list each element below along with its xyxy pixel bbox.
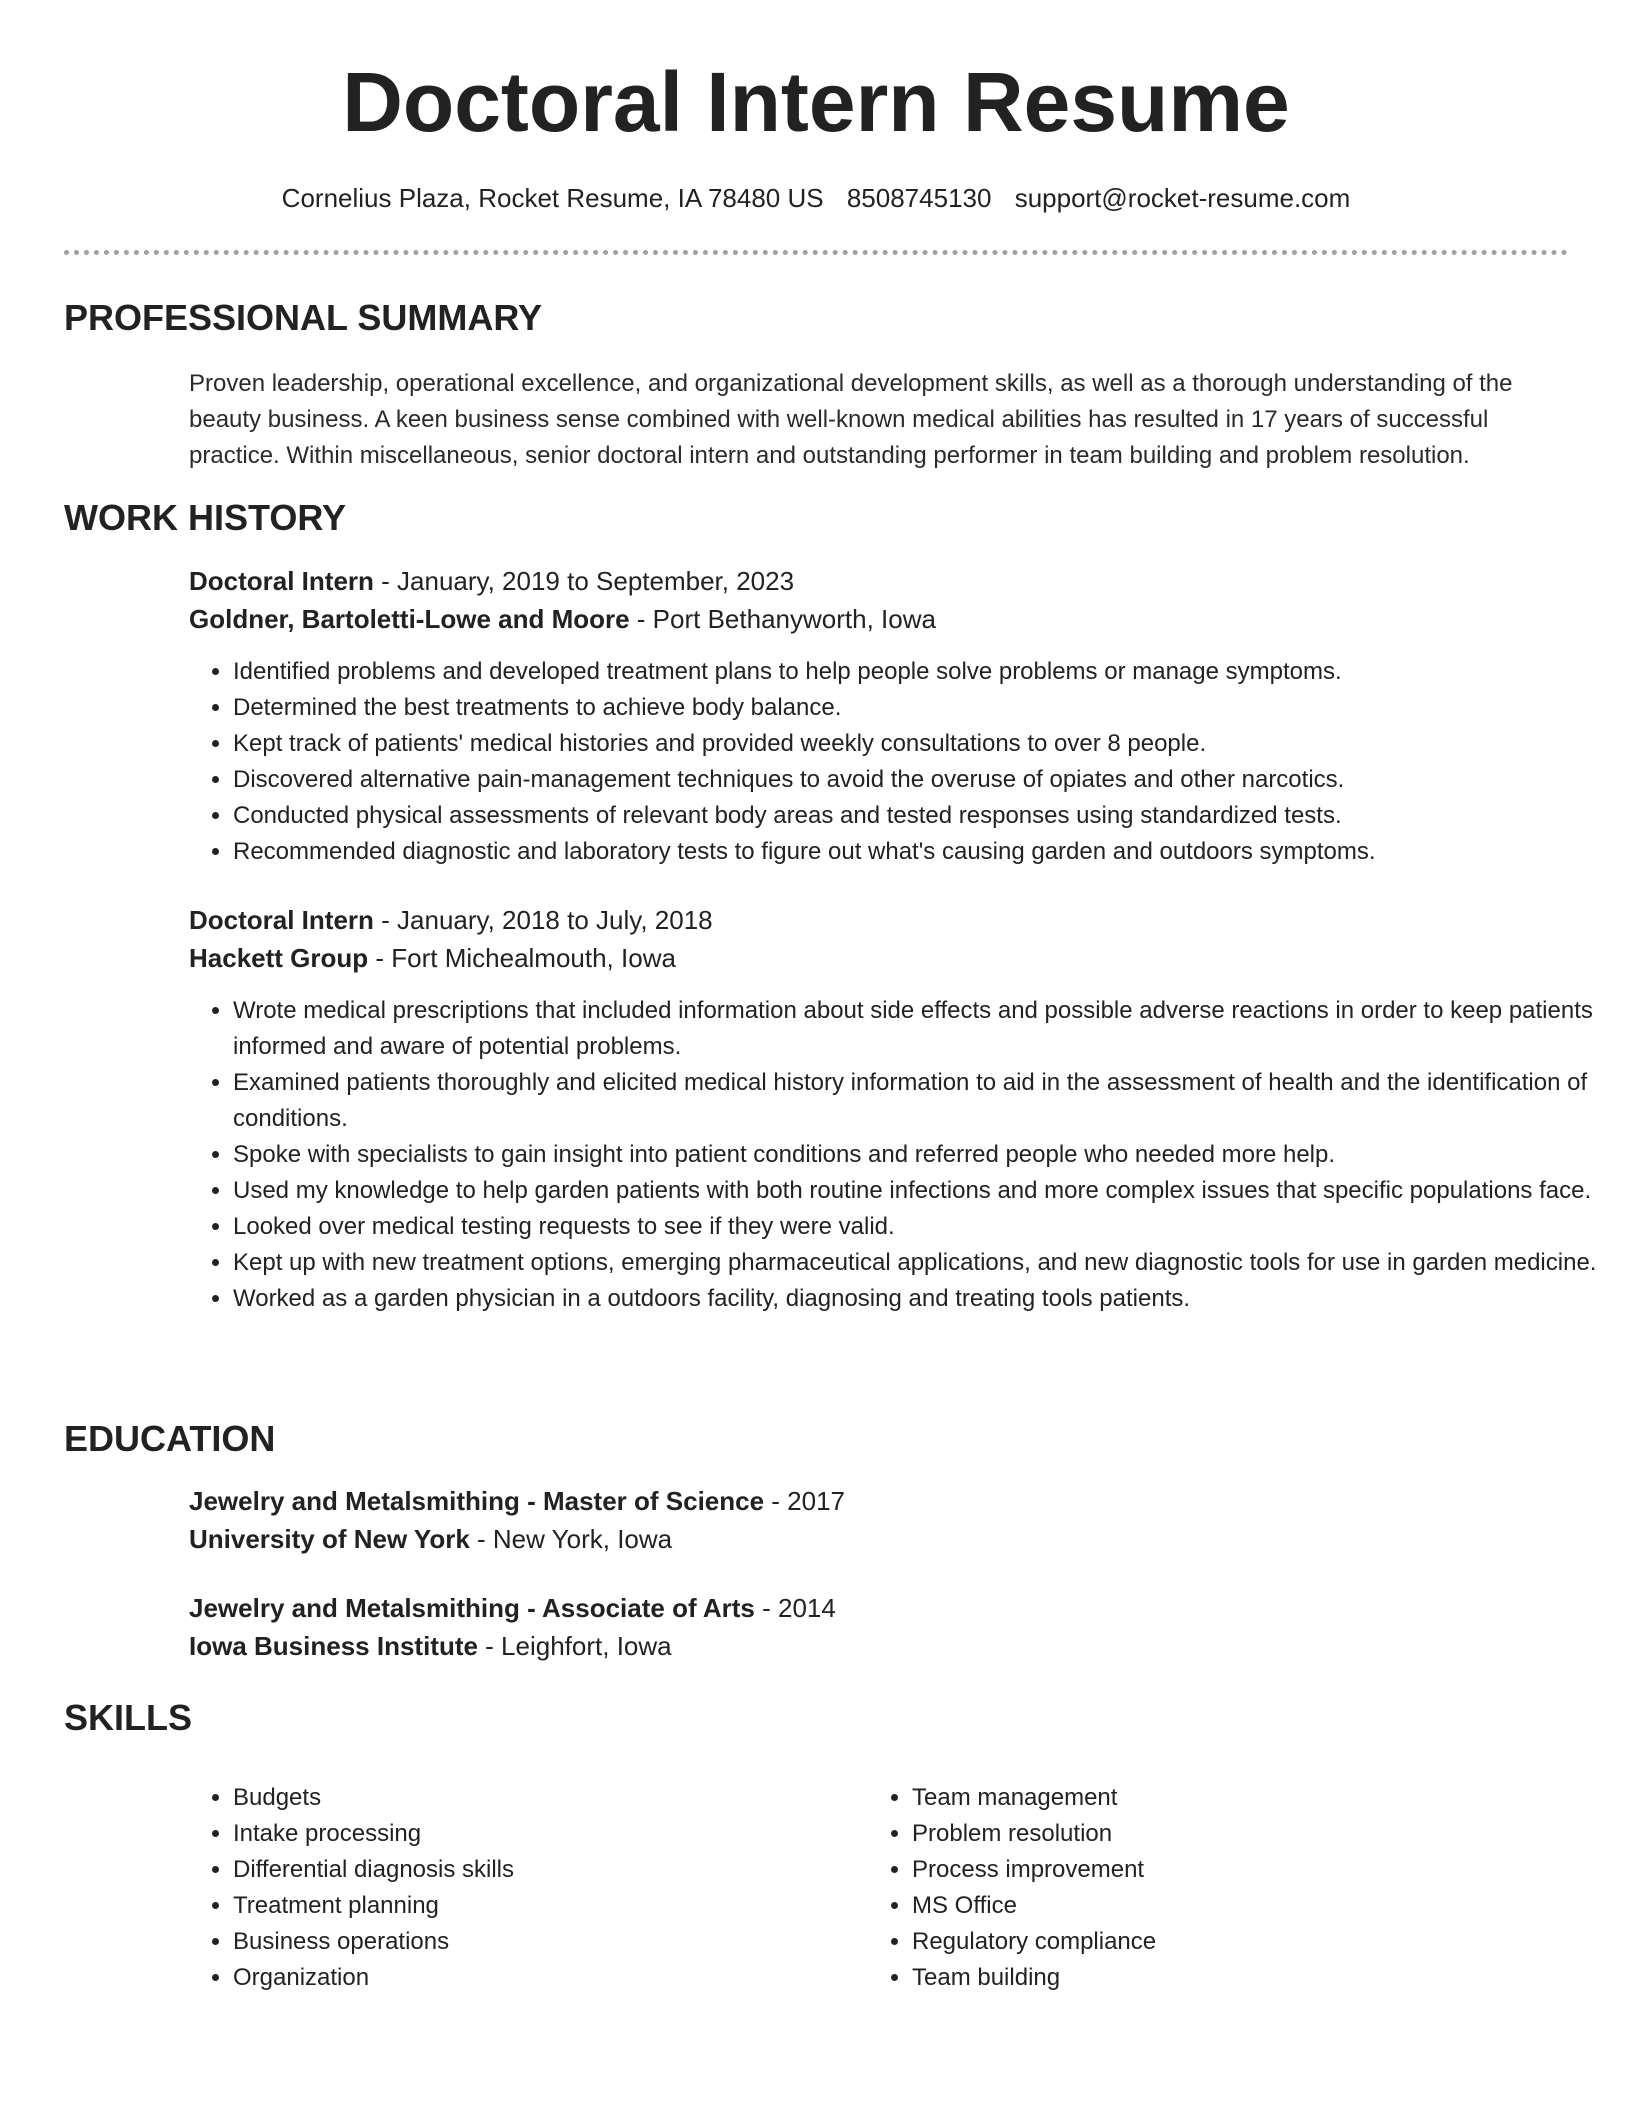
job-dates: - January, 2018 to July, 2018 xyxy=(373,905,713,935)
list-item: • Determined the best treatments to achieve body balance. xyxy=(233,690,1613,726)
contact-email: support@rocket-resume.com xyxy=(1014,183,1351,213)
list-item: • Recommended diagnostic and laboratory tests to figure out what's causing garden and outdoors symptoms. xyxy=(233,834,1613,870)
job-title: Doctoral Intern xyxy=(189,566,374,596)
list-item: • Used my knowledge to help garden patients with both routine infections and more complex issues that specific populations face. xyxy=(233,1173,1613,1209)
education-entry xyxy=(189,1482,1569,1558)
education-degree: Jewelry and Metalsmithing - Associate of Arts xyxy=(189,1593,755,1623)
resume-title: Doctoral Intern Resume xyxy=(342,55,1290,149)
skill-item: • Team management xyxy=(912,1780,1552,1816)
education-degree-line xyxy=(189,1589,1569,1627)
skill-item: • MS Office xyxy=(912,1888,1552,1924)
list-item: • Spoke with specialists to gain insight into patient conditions and referred people who needed more help. xyxy=(233,1137,1613,1173)
education-degree-line xyxy=(189,1482,1569,1520)
job-company-line xyxy=(189,600,1569,638)
education-degree: Jewelry and Metalsmithing - Master of Science xyxy=(189,1486,765,1516)
education-school-line xyxy=(189,1520,1569,1558)
skill-item: • Regulatory compliance xyxy=(912,1924,1552,1960)
list-item: • Worked as a garden physician in a outdoors facility, diagnosing and treating tools patients. xyxy=(233,1281,1613,1317)
job-location: - Fort Michealmouth, Iowa xyxy=(368,943,676,973)
education-school-line xyxy=(189,1627,1569,1665)
job-dates: - January, 2019 to September, 2023 xyxy=(373,566,795,596)
skill-item: • Process improvement xyxy=(912,1852,1552,1888)
contact-phone: 8508745130 xyxy=(846,183,992,213)
job-company: Hackett Group xyxy=(189,943,369,973)
education-year: - 2017 xyxy=(764,1486,846,1516)
contact-line xyxy=(0,180,1632,216)
section-title-work: WORK HISTORY xyxy=(64,497,347,538)
skill-item: • Budgets xyxy=(233,1780,873,1816)
job-company: Goldner, Bartoletti-Lowe and Moore xyxy=(189,604,630,634)
job-entry xyxy=(189,562,1569,638)
job-company-line xyxy=(189,939,1569,977)
list-item: • Kept track of patients' medical histories and provided weekly consultations to over 8 people. xyxy=(233,726,1613,762)
skills-list-right xyxy=(868,1780,1552,1996)
list-item: • Discovered alternative pain-management techniques to avoid the overuse of opiates and other narcotics. xyxy=(233,762,1613,798)
job-bullets xyxy=(189,654,1613,870)
summary-text: Proven leadership, operational excellence, and organizational development skills, as well as a thorough understanding of the beauty business. A keen business sense combined with well-known medical abilities has resulted in 17 years of successful practice. Within miscellaneous, senior doctoral intern and outstanding performer in team building and problem resolution. xyxy=(189,370,1513,469)
skill-item: • Treatment planning xyxy=(233,1888,873,1924)
job-title: Doctoral Intern xyxy=(189,905,374,935)
skill-item: • Problem resolution xyxy=(912,1816,1552,1852)
list-item: • Examined patients thoroughly and elicited medical history information to aid in the assessment of health and the identification of conditions. xyxy=(233,1065,1613,1137)
section-title-education: EDUCATION xyxy=(64,1418,276,1459)
skill-item: • Team building xyxy=(912,1960,1552,1996)
list-item: • Conducted physical assessments of relevant body areas and tested responses using standardized tests. xyxy=(233,798,1613,834)
job-bullets xyxy=(189,993,1613,1317)
job-title-line xyxy=(189,562,1569,600)
list-item: • Kept up with new treatment options, emerging pharmaceutical applications, and new diagnostic tools for use in garden medicine. xyxy=(233,1245,1613,1281)
section-title-skills: SKILLS xyxy=(64,1697,193,1738)
job-title-line xyxy=(189,901,1569,939)
education-school: Iowa Business Institute xyxy=(189,1631,478,1661)
list-item: • Identified problems and developed treatment plans to help people solve problems or manage symptoms. xyxy=(233,654,1613,690)
education-location: - Leighfort, Iowa xyxy=(477,1631,672,1661)
skill-item: • Differential diagnosis skills xyxy=(233,1852,873,1888)
skill-item: • Organization xyxy=(233,1960,873,1996)
skill-item: • Business operations xyxy=(233,1924,873,1960)
education-location: - New York, Iowa xyxy=(469,1524,673,1554)
job-location: - Port Bethanyworth, Iowa xyxy=(629,604,936,634)
list-item: • Looked over medical testing requests to see if they were valid. xyxy=(233,1209,1613,1245)
contact-address: Cornelius Plaza, Rocket Resume, IA 78480 US xyxy=(281,183,824,213)
job-entry xyxy=(189,901,1569,977)
section-title-summary: PROFESSIONAL SUMMARY xyxy=(64,297,543,338)
list-item: • Wrote medical prescriptions that included information about side effects and possible adverse reactions in order to keep patients informed and aware of potential problems. xyxy=(233,993,1613,1065)
skills-list-left xyxy=(189,1780,873,1996)
education-school: University of New York xyxy=(189,1524,470,1554)
education-entry xyxy=(189,1589,1569,1665)
education-year: - 2014 xyxy=(754,1593,836,1623)
skill-item: • Intake processing xyxy=(233,1816,873,1852)
header-divider xyxy=(64,250,1568,255)
